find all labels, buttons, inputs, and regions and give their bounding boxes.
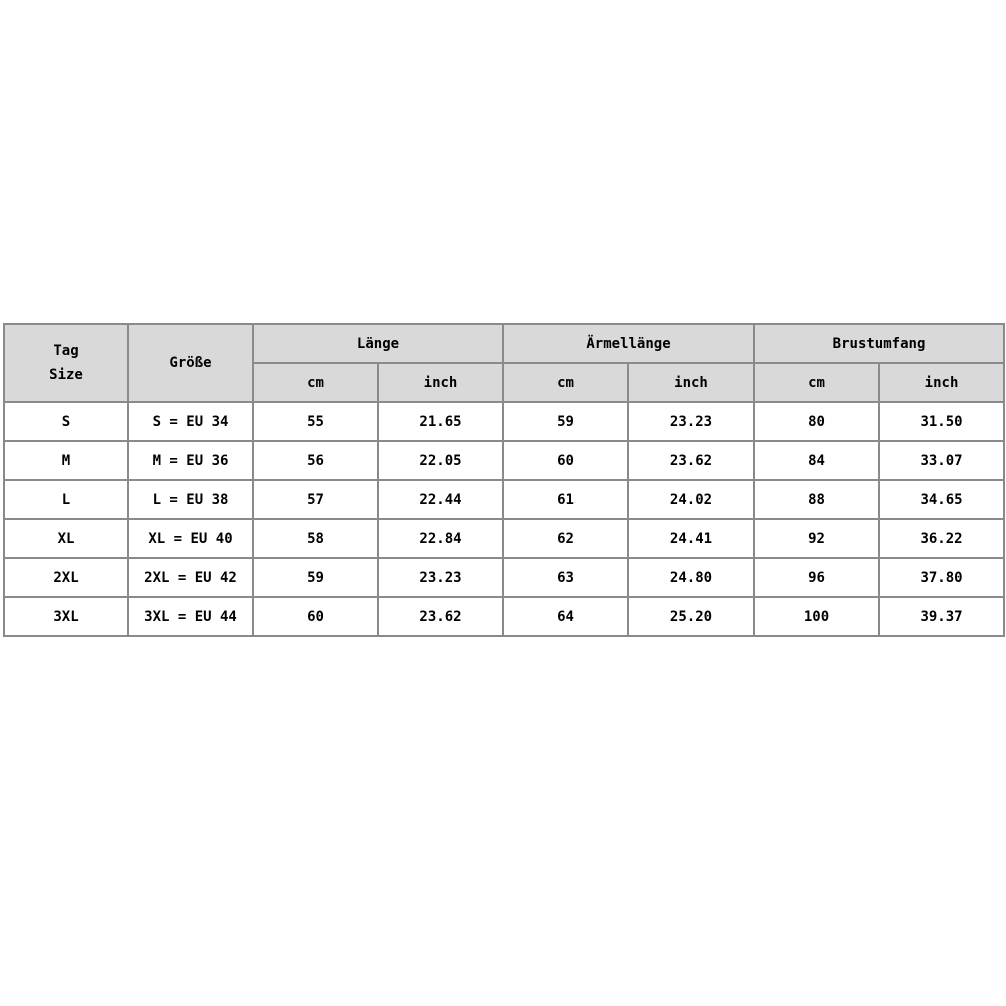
tag-size-header-line2: Size — [49, 367, 83, 383]
table-row — [4, 480, 1004, 519]
table-cell: 31.50 — [879, 402, 1004, 441]
table-cell: 21.65 — [378, 402, 503, 441]
unit-header: inch — [628, 363, 754, 402]
table-cell: L — [4, 480, 128, 519]
table-cell: L = EU 38 — [128, 480, 253, 519]
table-cell: 60 — [503, 441, 628, 480]
table-cell: M = EU 36 — [128, 441, 253, 480]
table-cell: 24.80 — [628, 558, 754, 597]
unit-header: inch — [879, 363, 1004, 402]
table-cell: 80 — [754, 402, 879, 441]
tag-size-header — [4, 324, 128, 402]
table-cell: 2XL = EU 42 — [128, 558, 253, 597]
table-cell: 24.41 — [628, 519, 754, 558]
table-cell: 37.80 — [879, 558, 1004, 597]
unit-header: cm — [754, 363, 879, 402]
table-cell: 64 — [503, 597, 628, 636]
table-cell: 24.02 — [628, 480, 754, 519]
table-cell: S — [4, 402, 128, 441]
table-cell: 25.20 — [628, 597, 754, 636]
unit-header: cm — [253, 363, 378, 402]
table-cell: 59 — [503, 402, 628, 441]
table-cell: M — [4, 441, 128, 480]
table-cell: 100 — [754, 597, 879, 636]
table-cell: S = EU 34 — [128, 402, 253, 441]
table-body — [4, 402, 1004, 636]
table-cell: 22.84 — [378, 519, 503, 558]
table-cell: 23.23 — [628, 402, 754, 441]
table-cell: 3XL — [4, 597, 128, 636]
table-cell: XL = EU 40 — [128, 519, 253, 558]
table-row — [4, 402, 1004, 441]
laenge-header: Länge — [253, 324, 503, 363]
table-cell: 62 — [503, 519, 628, 558]
unit-header: cm — [503, 363, 628, 402]
table-row — [4, 519, 1004, 558]
table-cell: 22.05 — [378, 441, 503, 480]
table-cell: 34.65 — [879, 480, 1004, 519]
aermellaenge-header: Ärmellänge — [503, 324, 754, 363]
unit-header: inch — [378, 363, 503, 402]
table-cell: 39.37 — [879, 597, 1004, 636]
table-cell: 23.23 — [378, 558, 503, 597]
table-cell: 33.07 — [879, 441, 1004, 480]
size-chart-table — [3, 323, 1005, 637]
table-cell: 56 — [253, 441, 378, 480]
brustumfang-header: Brustumfang — [754, 324, 1004, 363]
table-cell: 88 — [754, 480, 879, 519]
table-cell: 36.22 — [879, 519, 1004, 558]
table-cell: 59 — [253, 558, 378, 597]
table-row — [4, 558, 1004, 597]
table-cell: 22.44 — [378, 480, 503, 519]
table-cell: 60 — [253, 597, 378, 636]
table-cell: 23.62 — [378, 597, 503, 636]
table-cell: 55 — [253, 402, 378, 441]
table-cell: 57 — [253, 480, 378, 519]
table-header — [4, 324, 1004, 402]
groesse-header: Größe — [128, 324, 253, 402]
table-cell: 96 — [754, 558, 879, 597]
table-cell: 23.62 — [628, 441, 754, 480]
table-cell: 84 — [754, 441, 879, 480]
table-cell: 58 — [253, 519, 378, 558]
table-cell: 3XL = EU 44 — [128, 597, 253, 636]
table-cell: 61 — [503, 480, 628, 519]
tag-size-header-line1: Tag — [53, 343, 79, 359]
table-cell: 63 — [503, 558, 628, 597]
table-cell: 2XL — [4, 558, 128, 597]
table-row — [4, 597, 1004, 636]
table-cell: 92 — [754, 519, 879, 558]
table-cell: XL — [4, 519, 128, 558]
table-row — [4, 441, 1004, 480]
